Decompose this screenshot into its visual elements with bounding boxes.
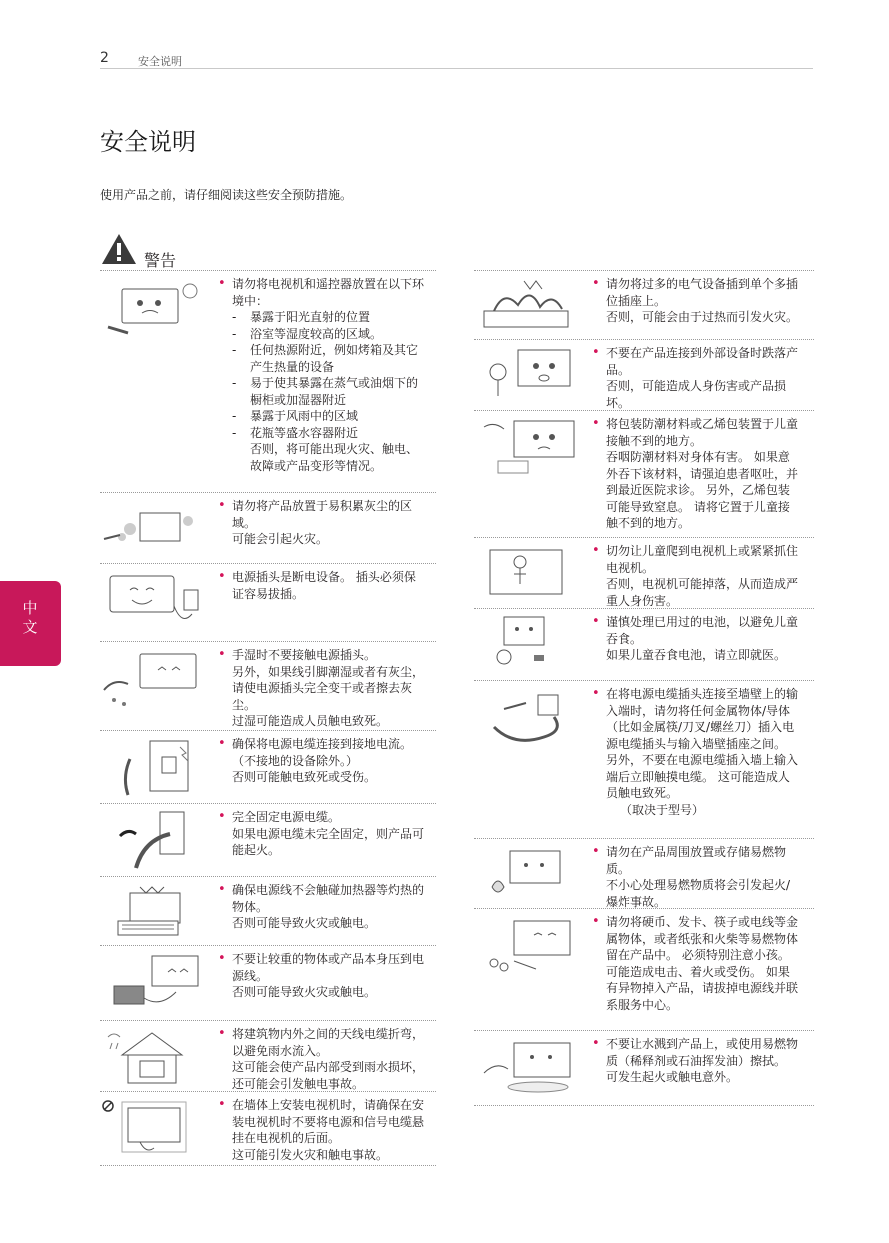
- right-column: [474, 270, 814, 1106]
- secure-plug-illustration: [100, 810, 204, 870]
- tv-plug-illustration: [100, 570, 204, 630]
- warning-item: [100, 946, 436, 1021]
- item-body: • 确保将电源电缆连接到接地电流。 （不接地的设备除外。） 否则可能触电致死或受伤。: [218, 736, 424, 786]
- item-text: [218, 951, 424, 1001]
- heater-illustration: [100, 883, 204, 943]
- item-body: • 请勿将硬币、发卡、筷子或电线等金属物体，或者纸张和火柴等易燃物体留在产品中。 必须特别注意小孩。 可能造成电击、着火或受伤。 如果有异物掉入产品，请拔掉电源线并联系服务中心。: [592, 914, 798, 1013]
- item-body: • 请勿将过多的电气设备插到单个多插位插座上。 否则，可能会由于过热而引发火灾。: [592, 276, 798, 326]
- page-number: 2: [100, 50, 109, 66]
- warning-label: 警告: [144, 251, 177, 270]
- heavy-object-cord-illustration: [100, 952, 204, 1012]
- language-tab: [0, 581, 61, 666]
- warning-item: [100, 270, 436, 493]
- page-title: 安全说明: [100, 128, 196, 156]
- header-section-title: 安全说明: [138, 55, 182, 68]
- warning-item: [100, 493, 436, 564]
- language-tab-label: 中文: [22, 599, 38, 636]
- item-text: [218, 882, 424, 932]
- warning-item: [474, 839, 814, 909]
- warning-item: [100, 731, 436, 804]
- warning-item: [100, 564, 436, 642]
- tv-sun-illustration: [100, 277, 204, 337]
- item-title: • 请勿将电视机和遥控器放置在以下环境中：: [218, 276, 424, 309]
- water-splash-illustration: [474, 1037, 578, 1097]
- warning-item: [474, 1031, 814, 1106]
- warning-item: [474, 909, 814, 1031]
- item-body: • 在将电源电缆插头连接至墙壁上的输入端时，请勿将任何金属物体/导体（比如金属筷/刀叉/螺丝刀）插入电源电缆插头与输入墙壁插座之间。 另外，不要在电源电缆插入墙上输入端后立即触摸电缆。 这可能造成人员触电致死。: [592, 686, 798, 802]
- warning-item: [100, 642, 436, 731]
- item-body: • 手湿时不要接触电源插头。 另外，如果线引脚潮湿或者有灰尘，请使电源插头完全变干或者擦去灰尘。 过湿可能造成人员触电致死。: [218, 647, 424, 730]
- item-text: [592, 686, 798, 818]
- item-text: [592, 543, 798, 609]
- wall-mount-illustration: [100, 1098, 204, 1158]
- item-body: • 不要在产品连接到外部设备时跌落产品。 否则，可能造成人身伤害或产品损坏。: [592, 345, 798, 411]
- item-text: [218, 1097, 424, 1163]
- page-header: [100, 50, 813, 69]
- sub-item: - 易于使其暴露在蒸气或油烟下的橱柜或加湿器附近: [232, 376, 419, 407]
- item-body: • 不要让水溅到产品上，或使用易燃物质（稀释剂或石油挥发油）擦拭。 可发生起火或触电意外。: [592, 1036, 798, 1086]
- warning-item: [474, 270, 814, 340]
- sub-item: - 暴露于风雨中的区域: [232, 409, 359, 423]
- item-text: [218, 569, 424, 602]
- item-body: • 将建筑物内外之间的天线电缆折弯，以避免雨水流入。 这可能会使产品内部受到雨水损坏，还可能会引发触电事故。: [218, 1026, 424, 1092]
- warning-item: [100, 804, 436, 877]
- warning-item: [474, 340, 814, 411]
- item-text: [592, 416, 798, 532]
- item-text: [218, 498, 424, 548]
- sub-item: - 浴室等湿度较高的区域。: [232, 326, 383, 341]
- left-column: [100, 270, 436, 1166]
- battery-child-illustration: [474, 615, 578, 675]
- item-body: • 电源插头是断电设备。 插头必须保证容易拔插。: [218, 569, 424, 602]
- tv-dust-illustration: [100, 499, 204, 559]
- item-body: • 确保电源线不会触碰加热器等灼热的物体。 否则可能导致火灾或触电。: [218, 882, 424, 932]
- item-text: [218, 1026, 424, 1092]
- coins-hairpin-illustration: [474, 915, 578, 975]
- warning-item: [100, 1021, 436, 1092]
- item-text: [218, 736, 424, 786]
- item-body: • 请勿在产品周围放置或存储易燃物质。 不小心处理易燃物质将会引发起火/爆炸事故。: [592, 844, 798, 910]
- item-text: [592, 1036, 798, 1086]
- item-text: [592, 614, 798, 664]
- warning-item: [474, 411, 814, 538]
- item-body: • 切勿让儿童爬到电视机上或紧紧抓住电视机。 否则，电视机可能掉落，从而造成严重人身伤害。: [592, 543, 798, 609]
- item-text: [592, 345, 798, 411]
- tv-fall-illustration: [474, 346, 578, 406]
- warning-item: [100, 1092, 436, 1166]
- sub-item: - 任何热源附近，例如烤箱及其它产生热量的设备: [232, 343, 419, 374]
- item-text: [218, 647, 424, 730]
- item-body: • 不要让较重的物体或产品本身压到电源线。 否则可能导致火灾或触电。: [218, 951, 424, 1001]
- item-text: [592, 276, 798, 326]
- warning-item: [474, 538, 814, 609]
- item-note: 否则，将可能出现火灾、触电、故障或产品变形等情况。: [250, 442, 419, 473]
- flammable-illustration: [474, 845, 578, 905]
- item-body: • 完全固定电源电缆。 如果电源电缆未完全固定，则产品可能起火。: [218, 809, 424, 859]
- item-text: [592, 844, 798, 910]
- wet-hand-plug-illustration: [100, 648, 204, 708]
- item-text: [218, 809, 424, 859]
- intro-text: 使用产品之前，请仔细阅读这些安全预防措施。: [100, 188, 353, 202]
- item-body: • 请勿将产品放置于易积累灰尘的区域。 可能会引起火灾。: [218, 498, 424, 548]
- child-climb-illustration: [474, 544, 578, 604]
- warning-item: [474, 609, 814, 681]
- warning-item: [100, 877, 436, 946]
- sub-item: - 暴露于阳光直射的位置: [232, 310, 371, 324]
- sub-item: - 花瓶等盛水容器附近: [232, 425, 359, 440]
- item-text: [218, 276, 424, 474]
- item-note: （取决于型号）: [620, 802, 705, 817]
- ground-plug-illustration: [100, 737, 204, 797]
- item-body: • 将包装防潮材料或乙烯包装置于儿童接触不到的地方。 吞咽防潮材料对身体有害。 如果意外吞下该材料，请强迫患者呕吐，并到最近医院求诊。 另外，乙烯包装可能导致窒息。 请将它置于儿童接触不到的地方。: [592, 416, 798, 532]
- item-body: • 谨慎处理已用过的电池，以避免儿童吞食。 如果儿童吞食电池，请立即就医。: [592, 614, 798, 664]
- item-body: • 在墙体上安装电视机时，请确保在安装电视机时不要将电源和信号电缆悬挂在电视机的后面。 这可能引发火灾和触电事故。: [218, 1097, 424, 1163]
- warning-triangle-icon: [100, 232, 138, 266]
- antenna-house-illustration: [100, 1027, 204, 1087]
- overloaded-outlet-illustration: [474, 277, 578, 337]
- metal-object-outlet-illustration: [474, 687, 578, 747]
- warning-item: [474, 681, 814, 839]
- item-text: [592, 914, 798, 1013]
- packaging-child-illustration: [474, 417, 578, 477]
